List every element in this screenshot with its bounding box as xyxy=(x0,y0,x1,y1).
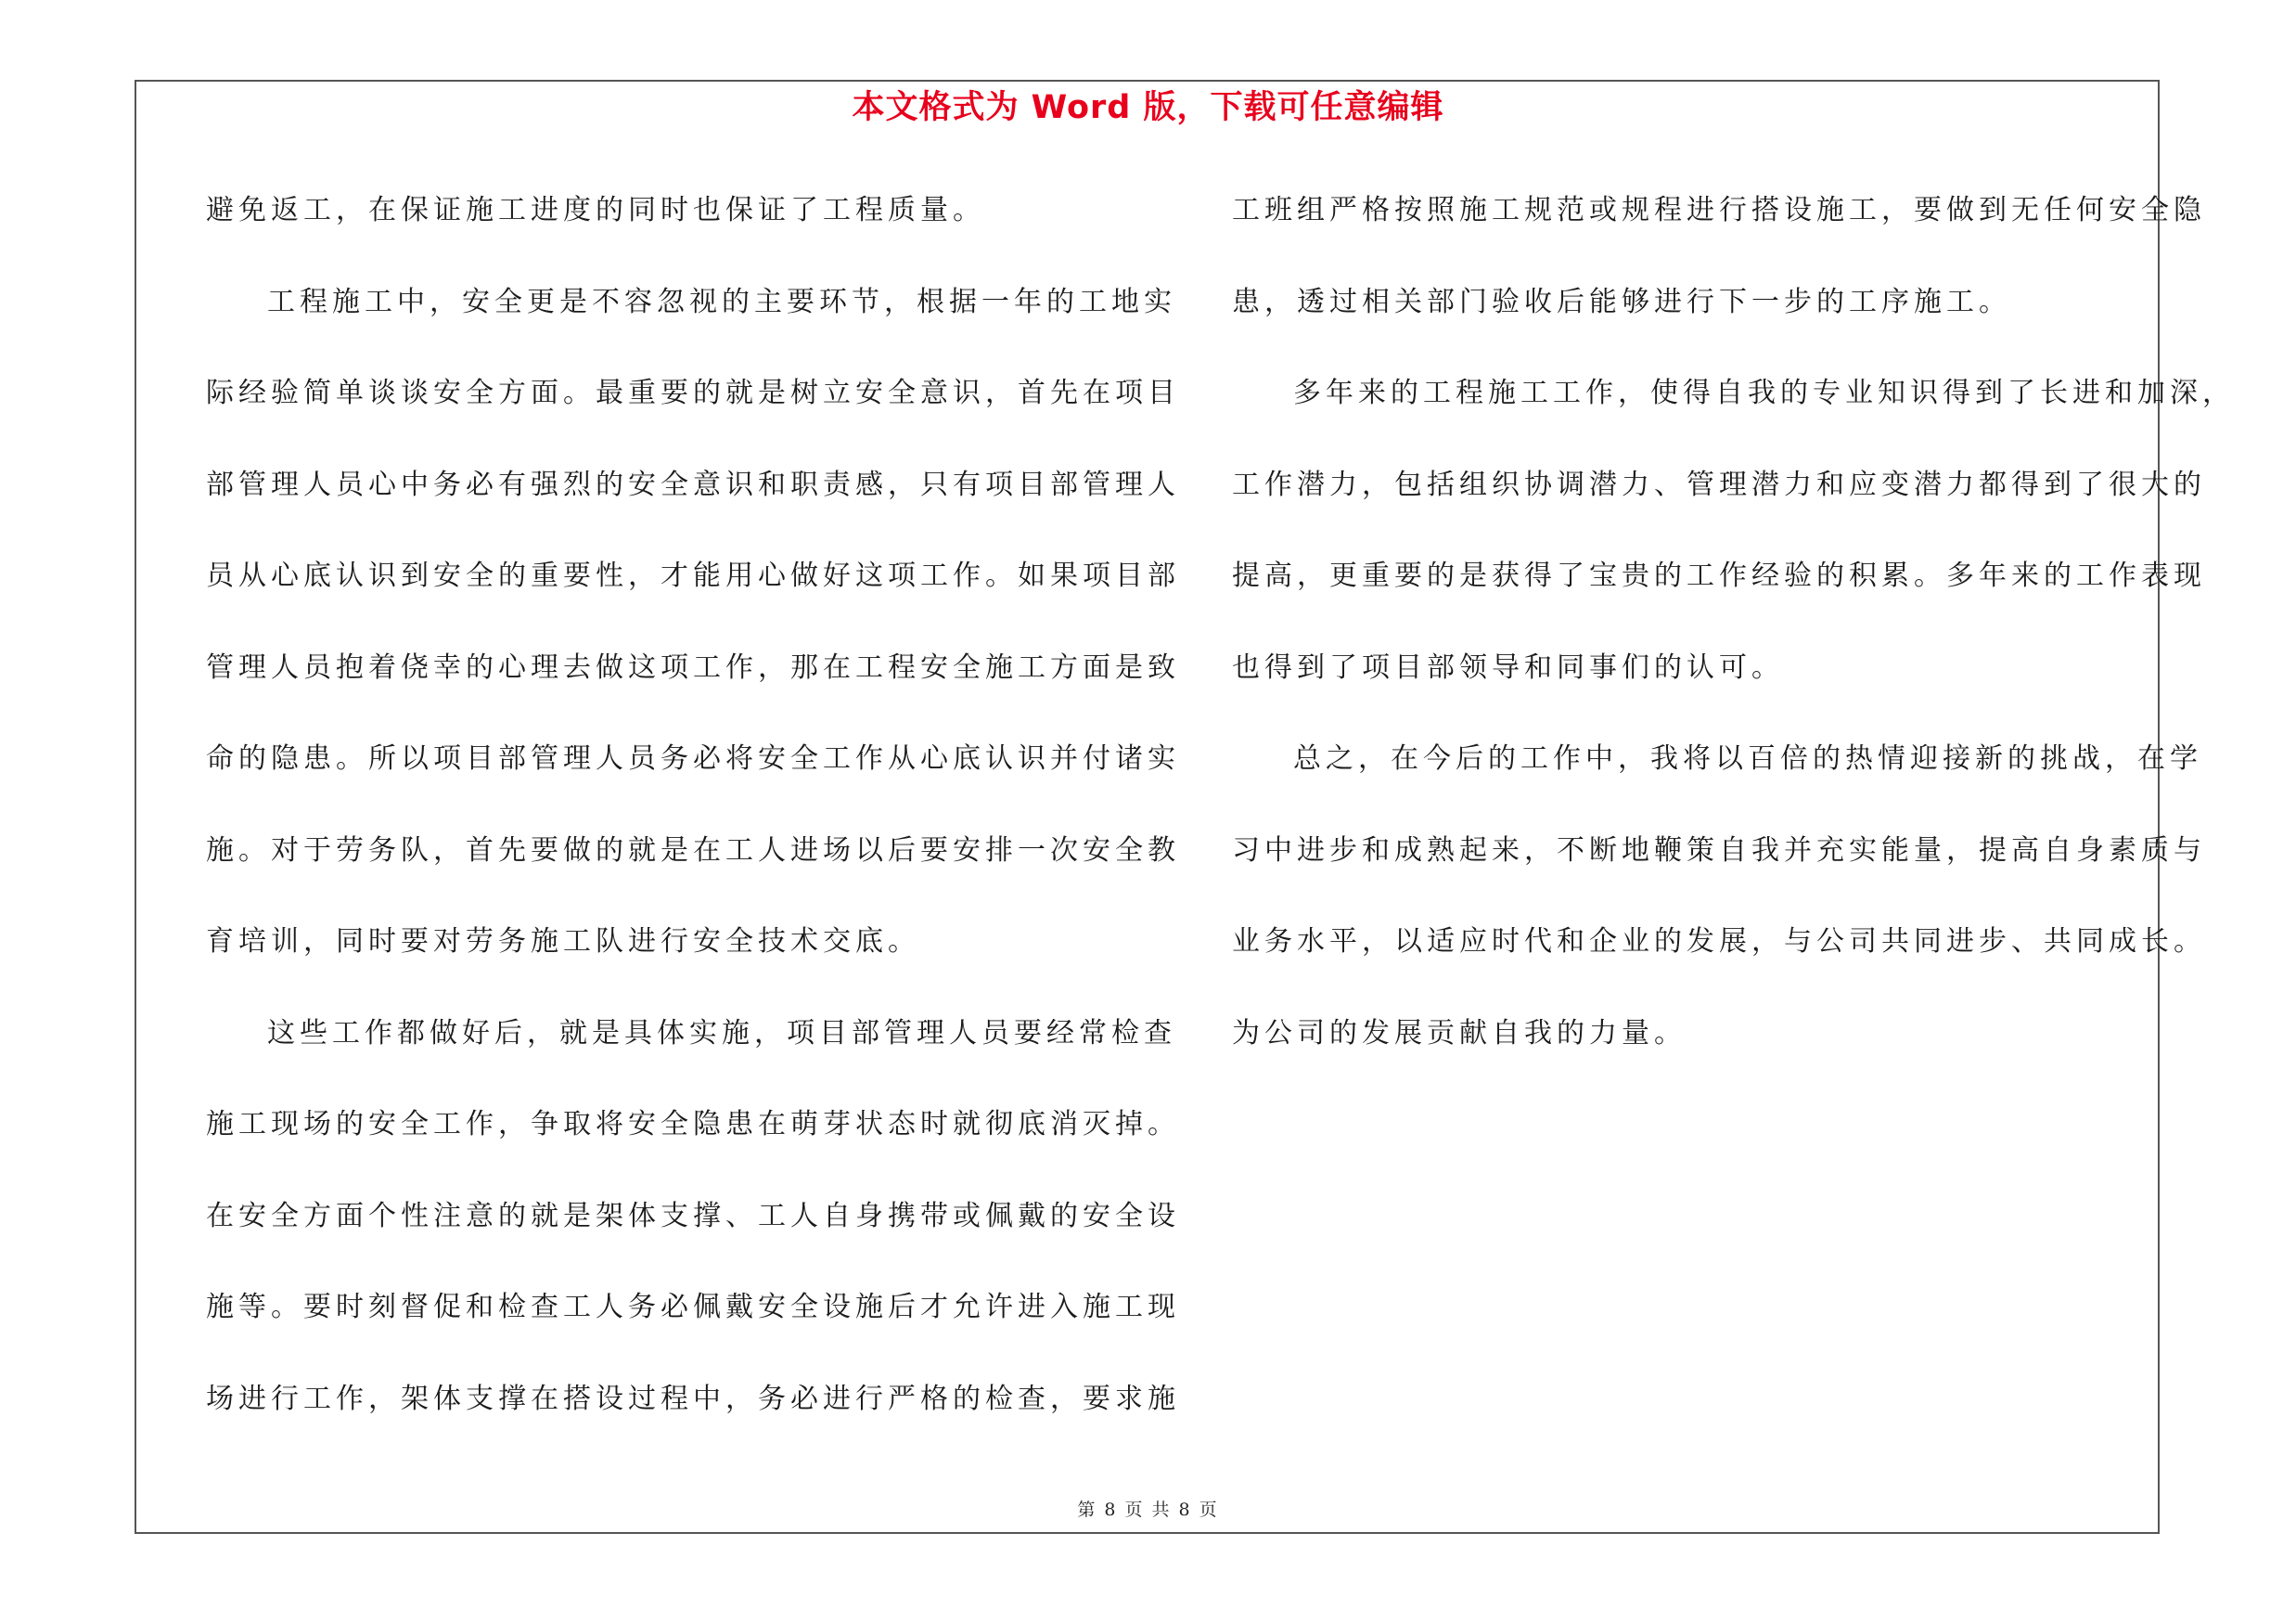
text-line: 员从心底认识到安全的重要性，才能用心做好这项工作。如果项目部 xyxy=(206,560,1180,592)
text-line: 命的隐患。所以项目部管理人员务必将安全工作从心底认识并付诸实 xyxy=(206,742,1180,775)
text-line: 业务水平，以适应时代和企业的发展，与公司共同进步、共同成长。 xyxy=(1232,925,2206,958)
text-line: 习中进步和成熟起来，不断地鞭策自我并充实能量，提高自身素质与 xyxy=(1232,833,2206,867)
text-line: 部管理人员心中务必有强烈的安全意识和职责感，只有项目部管理人 xyxy=(206,468,1180,501)
left-column xyxy=(206,183,1180,1462)
page-number: 第 8 页 共 8 页 xyxy=(1077,1500,1219,1520)
text-line: 管理人员抱着侥幸的心理去做这项工作，那在工程安全施工方面是致 xyxy=(206,650,1180,684)
text-line: 施。对于劳务队，首先要做的就是在工人进场以后要安排一次安全教 xyxy=(206,833,1180,867)
text-line: 工班组严格按照施工规范或规程进行搭设施工，要做到无任何安全隐 xyxy=(1232,194,2206,226)
text-line: 场进行工作，架体支撑在搭设过程中，务必进行严格的检查，要求施 xyxy=(206,1382,1180,1415)
text-line: 际经验简单谈谈安全方面。最重要的就是树立安全意识，首先在项目 xyxy=(206,377,1180,409)
text-line: 也得到了项目部领导和同事们的认可。 xyxy=(1232,650,1784,684)
text-line: 施等。要时刻督促和检查工人务必佩戴安全设施后才允许进入施工现 xyxy=(206,1291,1180,1323)
right-column xyxy=(1232,183,2235,1097)
text-line: 工作潜力，包括组织协调潜力、管理潜力和应变潜力都得到了很大的 xyxy=(1232,468,2206,501)
text-line: 患，透过相关部门验收后能够进行下一步的工序施工。 xyxy=(1232,285,2011,318)
paragraph-start-line: 总之，在今后的工作中，我将以百倍的热情迎接新的挑战，在学 xyxy=(1293,742,2202,775)
text-line: 施工现场的安全工作，争取将安全隐患在萌芽状态时就彻底消灭掉。 xyxy=(206,1108,1180,1140)
text-line: 在安全方面个性注意的就是架体支撑、工人自身携带或佩戴的安全设 xyxy=(206,1199,1180,1232)
text-line: 为公司的发展贡献自我的力量。 xyxy=(1232,1016,1687,1050)
paragraph-start-line: 工程施工中，安全更是不容忽视的主要环节，根据一年的工地实 xyxy=(267,285,1176,318)
text-line: 育培训，同时要对劳务施工队进行安全技术交底。 xyxy=(206,925,920,958)
paragraph-start-line: 这些工作都做好后，就是具体实施，项目部管理人员要经常检查 xyxy=(267,1016,1176,1050)
paragraph-start-line: 多年来的工程施工工作，使得自我的专业知识得到了长进和加深， xyxy=(1293,377,2235,409)
format-banner: 本文格式为 Word 版，下载可任意编辑 xyxy=(852,89,1444,126)
text-line: 提高，更重要的是获得了宝贵的工作经验的积累。多年来的工作表现 xyxy=(1232,560,2206,592)
text-line: 避免返工，在保证施工进度的同时也保证了工程质量。 xyxy=(206,194,985,226)
